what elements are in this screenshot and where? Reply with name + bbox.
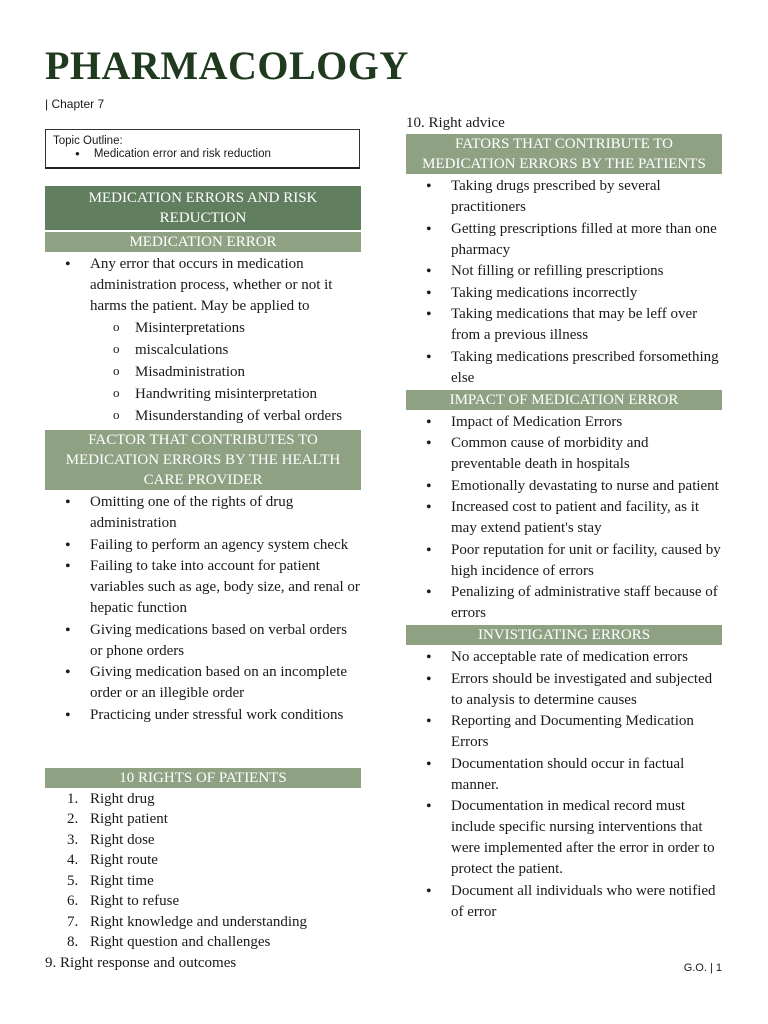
list-item: • Getting prescriptions filled at more than one pharmacy (406, 219, 722, 261)
item-number: 2. (67, 811, 79, 827)
list-item: • Poor reputation for unit or facility, caused by high incidence of errors (406, 540, 722, 582)
list-item: • Giving medications based on verbal orders or phone orders (45, 620, 361, 662)
rights-list-item (45, 809, 361, 830)
right-column (406, 113, 722, 923)
rights-list-item (45, 871, 361, 892)
rights-list-item (45, 789, 361, 810)
list-item-text: Any error that occurs in medication administration process, whether or not it harms the patient. May be applied to (90, 256, 333, 314)
provider-factors-list (45, 492, 361, 726)
item-text: Right knowledge and understanding (90, 913, 308, 930)
topic-outline-label: Topic Outline: (53, 135, 123, 147)
list-item: • No acceptable rate of medication errors (406, 647, 722, 668)
list-item: • Taking drugs prescribed by several practitioners (406, 176, 722, 218)
sub-list-item: o Misadministration (90, 361, 361, 383)
section-header-provider-factors: FACTOR THAT CONTRIBUTES TO MEDICATION ERRORS BY THE HEALTH CARE PROVIDER (45, 430, 361, 490)
rights-list-item (45, 891, 361, 912)
list-item: • Not filling or refilling prescriptions (406, 261, 722, 282)
item-number: 3. (67, 831, 79, 848)
right-9: 9. Right response and outcomes (45, 954, 237, 971)
list-item: • Errors should be investigated and subjected to analysis to determine causes (406, 669, 722, 711)
list-item: • Taking medications prescribed forsomething else (406, 347, 722, 389)
item-text: Right drug (90, 790, 155, 807)
list-item: • Giving medication based on an incomplete order or an illegible order (45, 662, 361, 704)
list-item: • Common cause of morbidity and preventable death in hospitals (406, 433, 722, 475)
sub-list-item: o miscalculations (90, 339, 361, 361)
list-item: • Documentation in medical record must include specific nursing interventions that were implemented after the error in order to protect the patient. (406, 796, 722, 880)
section-header-investigating-errors: INVISTIGATING ERRORS (406, 625, 722, 645)
section-header-medication-error: MEDICATION ERROR (45, 232, 361, 252)
list-item: • Impact of Medication Errors (406, 412, 722, 433)
item-number: 6. (67, 893, 79, 909)
list-item: • Practicing under stressful work conditions (45, 705, 361, 726)
section-header-medication-errors-risk-reduction: MEDICATION ERRORS AND RISK REDUCTION (45, 186, 361, 230)
item-text: Right dose (90, 831, 155, 848)
document-title: PHARMACOLOGY (45, 43, 409, 88)
list-item: • Failing to take into account for patient variables such as age, body size, and renal or hepatic function (45, 556, 361, 619)
section-header-patient-factors: FATORS THAT CONTRIBUTE TO MEDICATION ERRORS BY THE PATIENTS (406, 134, 722, 174)
sub-list-item: o Handwriting misinterpretation (90, 383, 361, 405)
section-header-rights-of-patients: 10 RIGHTS OF PATIENTS (45, 768, 361, 788)
investigating-list (406, 647, 722, 923)
impact-list (406, 412, 722, 625)
chapter-label: | Chapter 7 (45, 97, 105, 111)
rights-list-item (45, 932, 361, 953)
list-item: • Failing to perform an agency system check (45, 535, 361, 556)
sub-list (90, 317, 361, 427)
topic-outline-item: ● Medication error and risk reduction (75, 148, 352, 160)
list-item: • Penalizing of administrative staff because of errors (406, 582, 722, 624)
sub-list-item: o Misunderstanding of verbal orders (90, 405, 361, 427)
item-number: 5. (67, 872, 79, 889)
list-item: • Omitting one of the rights of drug administration (45, 492, 361, 534)
medication-error-list (45, 254, 361, 427)
item-number: 8. (67, 934, 79, 950)
item-number: 1. (67, 790, 79, 807)
list-item: • Taking medications that may be leff over from a previous illness (406, 304, 722, 346)
item-text: Right patient (90, 811, 168, 827)
list-item: • Emotionally devastating to nurse and patient (406, 476, 722, 497)
left-column (45, 186, 361, 974)
rights-list (45, 789, 361, 953)
section-header-impact: IMPACT OF MEDICATION ERROR (406, 390, 722, 410)
item-text: Right time (90, 872, 154, 889)
list-item (45, 254, 361, 427)
right-10: 10. Right advice (406, 115, 505, 131)
list-item: • Documentation should occur in factual manner. (406, 754, 722, 796)
rights-list-item (45, 912, 361, 933)
item-text: Right question and challenges (90, 934, 271, 950)
rights-list-item (45, 830, 361, 851)
list-item: • Taking medications incorrectly (406, 283, 722, 304)
item-text: Right to refuse (90, 893, 180, 909)
page-footer: G.O. | 1 (683, 962, 722, 974)
patient-factors-list (406, 176, 722, 389)
item-number: 4. (67, 852, 79, 868)
topic-outline-box (45, 129, 360, 169)
list-item: • Increased cost to patient and facility, as it may extend patient's stay (406, 497, 722, 539)
item-text: Right route (90, 852, 158, 868)
list-item: • Reporting and Documenting Medication Errors (406, 711, 722, 753)
sub-list-item: o Misinterpretations (90, 317, 361, 339)
item-number: 7. (67, 913, 79, 930)
rights-list-item (45, 850, 361, 871)
list-item: • Document all individuals who were notified of error (406, 881, 722, 923)
